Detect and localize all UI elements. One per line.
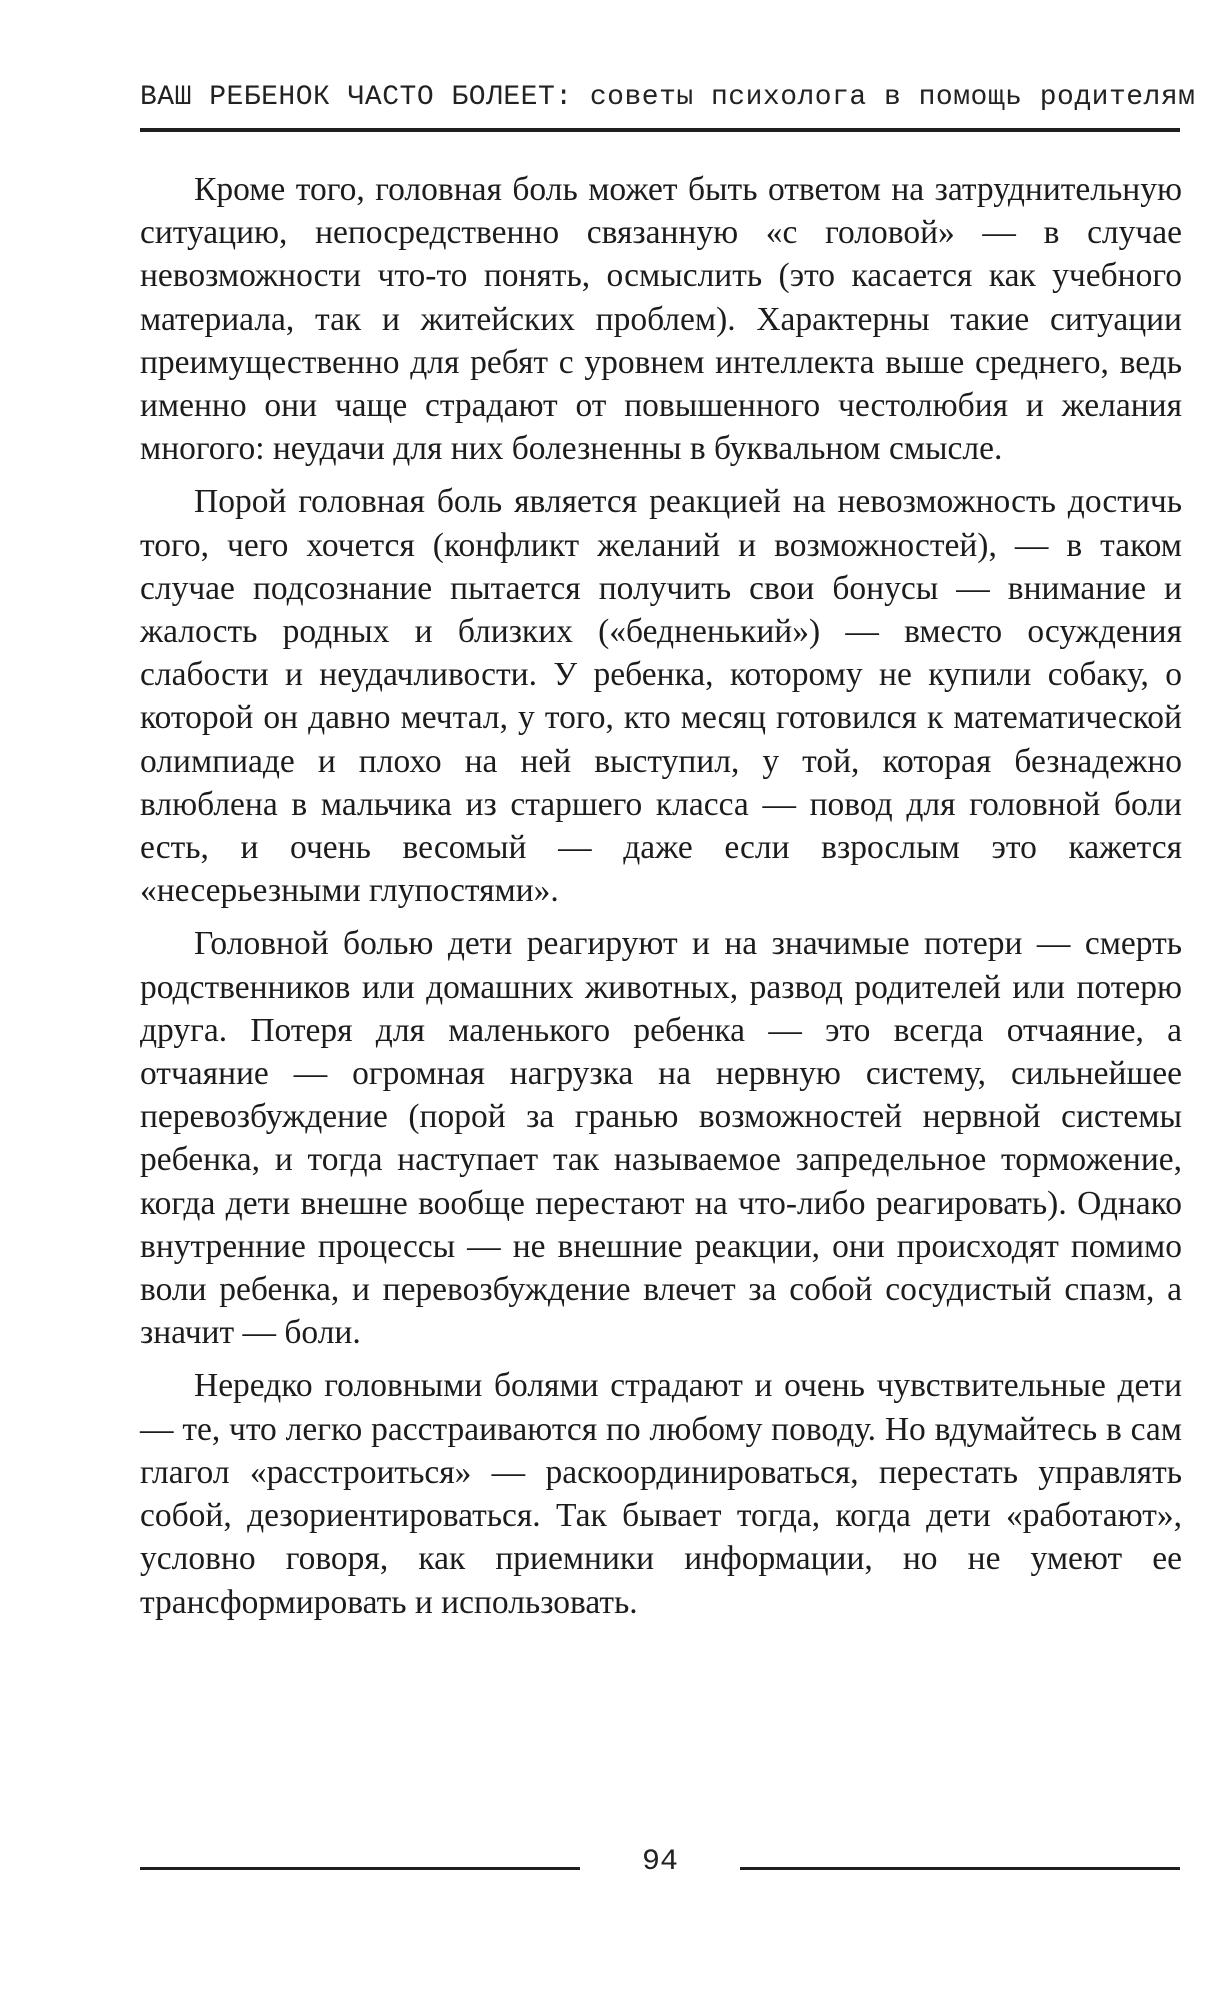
page-number: 94 [641,1845,678,1879]
page-footer [140,1845,1180,1885]
paragraph-3: Головной болью дети реагируют и на значимые потери — смерть родственников или домашних животных, развод родителей или потерю друга. Потеря для маленького ребенка — это всегда отчаяние, а отчаяние — огромная нагрузка на нервную систему, сильнейшее перевозбуждение (порой за гранью возможностей нервной системы ребенка, и тогда наступает так называемое запредельное торможение, когда дети внешне вообще перестают на что-либо реагировать). Однако внутренние процессы — не внешние реакции, они происходят помимо воли ребенка, и перевозбуждение влечет за собой сосудистый спазм, а значит — боли. [140,925,1182,1352]
paragraph-1: Кроме того, головная боль может быть ответом на затруднительную ситуацию, непосредственно связанную «с головой» — в случае невозможности что-то понять, осмыслить (это касается как учебного материала, так и житейских проблем). Характерны такие ситуации преимущественно для ребят с уровнем интеллекта выше среднего, ведь именно они чаще страдают от повышенного честолюбия и желания многого: неудачи для них болезненны в буквальном смысле. [140,171,1182,468]
running-head: ВАШ РЕБЕНОК ЧАСТО БОЛЕЕТ: советы психолога в помощь родителям [140,82,1196,113]
body-text [140,168,1182,1634]
paragraph-4: Нередко головными болями страдают и очень чувствительные дети — те, что легко расстраиваются по любому поводу. Но вдумайтесь в сам глагол «расстроиться» — раскоординироваться, перестать управлять собой, дезориентироваться. Так бывает тогда, когда дети «работают», условно говоря, как приемники информации, но не умеют ее трансформировать и использовать. [140,1367,1182,1621]
paragraph-2: Порой головная боль является реакцией на невозможность достичь того, чего хочется (конфликт желаний и возможностей), — в таком случае подсознание пытается получить свои бонусы — внимание и жалость родных и близких («бедненький») — вместо осуждения слабости и неудачливости. У ребенка, которому не купили собаку, о которой он давно мечтал, у того, кто месяц готовился к математической олимпиаде и плохо на ней выступил, у той, которая безнадежно влюблена в мальчика из старшего класса — повод для головной боли есть, и очень весомый — даже если взрослым это кажется «несерьезными глупостями». [140,483,1182,910]
footer-rule-right [740,1867,1180,1870]
header-rule [140,128,1180,132]
